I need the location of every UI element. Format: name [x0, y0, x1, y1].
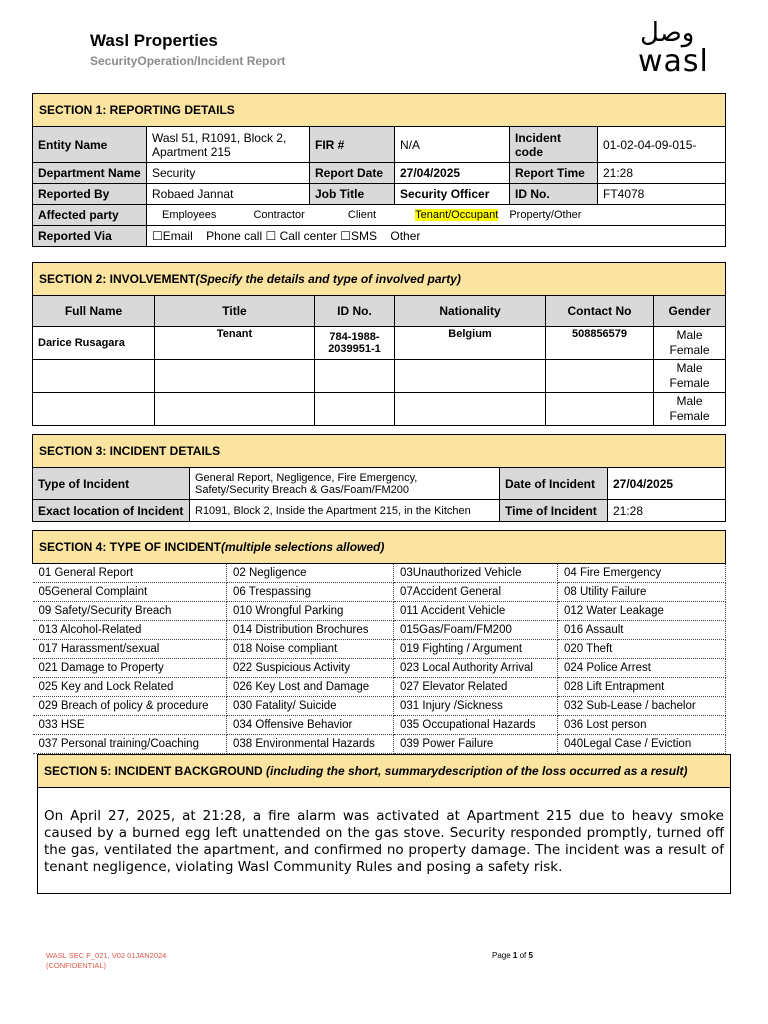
job-title-value: Security Officer [395, 184, 510, 205]
incident-type-row [33, 602, 726, 621]
section4-heading-text: SECTION 4: TYPE OF INCIDENT [39, 540, 222, 554]
report-date-label: Report Date [310, 163, 395, 184]
incident-type-option: 016 Assault [558, 621, 726, 640]
incident-type-row [33, 697, 726, 716]
option-property-other: Property/Other [509, 209, 582, 221]
section5-heading [38, 755, 731, 788]
gender-male: Male [676, 361, 703, 375]
department-label: Department Name [33, 163, 147, 184]
gender-female: Female [669, 343, 710, 357]
page-prefix: Page [492, 951, 511, 960]
section5-table [37, 754, 731, 894]
incident-type-option: 02 Negligence [227, 564, 394, 583]
incident-type-row [33, 678, 726, 697]
incident-type-option: 01 General Report [33, 564, 227, 583]
reported-by-value: Robaed Jannat [147, 184, 310, 205]
empty-cell [546, 393, 654, 426]
page-of: of [519, 951, 527, 960]
id-no-value: FT4078 [598, 184, 726, 205]
section3-heading: SECTION 3: INCIDENT DETAILS [33, 435, 726, 468]
incident-type-option: 025 Key and Lock Related [33, 678, 227, 697]
incident-type-grid [33, 564, 726, 754]
date-of-incident-label: Date of Incident [500, 468, 608, 500]
empty-cell [546, 360, 654, 393]
incident-type-option: 017 Harassment/sexual [33, 640, 227, 659]
incident-type-option: 021 Damage to Property [33, 659, 227, 678]
gender-cell [654, 360, 726, 393]
incident-type-option: 09 Safety/Security Breach [33, 602, 227, 621]
incident-type-option: 032 Sub-Lease / bachelor [558, 697, 726, 716]
gender-male: Male [676, 328, 703, 342]
incident-type-option: 040Legal Case / Eviction [558, 735, 726, 754]
incident-type-row [33, 640, 726, 659]
page-subtitle: SecurityOperation/Incident Report [90, 54, 286, 68]
incident-type-option: 030 Fatality/ Suicide [227, 697, 394, 716]
gender-cell [654, 393, 726, 426]
form-code-text: WASL SEC F_021, V02 01JAN2024 [46, 951, 167, 960]
section4-heading [33, 531, 726, 564]
section5-heading-text: SECTION 5: INCIDENT BACKGROUND [44, 764, 263, 778]
incident-code-label: Incident code [510, 127, 598, 163]
fir-value: N/A [395, 127, 510, 163]
time-of-incident-label: Time of Incident [500, 500, 608, 522]
gender-female: Female [669, 376, 710, 390]
incident-type-option: 018 Noise compliant [227, 640, 394, 659]
option-client: Client [347, 209, 377, 221]
entity-name-label: Entity Name [33, 127, 147, 163]
type-of-incident-value: General Report, Negligence, Fire Emergency, Safety/Security Breach & Gas/Foam/FM200 [190, 468, 500, 500]
incident-type-option: 029 Breach of policy & procedure [33, 697, 227, 716]
incident-type-option: 028 Lift Entrapment [558, 678, 726, 697]
empty-cell [155, 393, 315, 426]
empty-cell [33, 360, 155, 393]
table-row [33, 327, 726, 360]
incident-type-option: 024 Police Arrest [558, 659, 726, 678]
affected-party-options [147, 205, 726, 226]
incident-narrative: On April 27, 2025, at 21:28, a fire alarm was activated at Apartment 215 due to heavy smoke caused by a burned egg left unattended on the gas stove. Security responded promptly, turned off the gas, ventilated the apartment, and confirmed no property damage. The incident was a result of tenant negligence, violating Wasl Community Rules and posing a safety risk. [38, 788, 731, 894]
incident-type-option: 023 Local Authority Arrival [394, 659, 558, 678]
gender-female: Female [669, 409, 710, 423]
incident-type-option: 022 Suspicious Activity [227, 659, 394, 678]
col-id-no: ID No. [315, 296, 395, 327]
id-no-label: ID No. [510, 184, 598, 205]
section1-table [32, 93, 726, 247]
incident-type-row [33, 716, 726, 735]
option-tenant-occupant: Tenant/Occupant [415, 209, 499, 221]
incident-type-row [33, 735, 726, 754]
incident-type-option: 012 Water Leakage [558, 602, 726, 621]
gender-male: Male [676, 394, 703, 408]
logo-arabic: وصل [640, 18, 695, 48]
incident-type-option: 06 Trespassing [227, 583, 394, 602]
section2-heading-text: SECTION 2: INVOLVEMENT [39, 272, 196, 286]
section2-heading [33, 263, 726, 296]
table-row [33, 360, 726, 393]
section3-table [32, 434, 726, 522]
section2-table [32, 262, 726, 426]
type-of-incident-label: Type of Incident [33, 468, 190, 500]
empty-cell [315, 360, 395, 393]
incident-type-option: 038 Environmental Hazards [227, 735, 394, 754]
incident-type-option: 037 Personal training/Coaching [33, 735, 227, 754]
incident-type-option: 035 Occupational Hazards [394, 716, 558, 735]
incident-type-option: 031 Injury /Sickness [394, 697, 558, 716]
section5-heading-note: (including the short, summarydescription of the loss occurred as a result) [266, 764, 688, 778]
incident-type-option: 015Gas/Foam/FM200 [394, 621, 558, 640]
col-contact-no: Contact No [546, 296, 654, 327]
incident-type-option: 07Accident General [394, 583, 558, 602]
empty-cell [155, 360, 315, 393]
incident-type-option: 026 Key Lost and Damage [227, 678, 394, 697]
person-title: Tenant [155, 327, 315, 360]
logo-latin: wasl [638, 44, 709, 79]
col-gender: Gender [654, 296, 726, 327]
incident-type-option: 010 Wrongful Parking [227, 602, 394, 621]
incident-type-option: 08 Utility Failure [558, 583, 726, 602]
incident-type-row [33, 621, 726, 640]
time-of-incident-value: 21:28 [608, 500, 726, 522]
person-id-no: 784-1988-2039951-1 [315, 327, 395, 360]
empty-cell [395, 393, 546, 426]
person-nationality: Belgium [395, 327, 546, 360]
incident-type-option: 013 Alcohol-Related [33, 621, 227, 640]
page-total: 5 [528, 951, 533, 960]
form-code [46, 951, 166, 971]
person-contact: 508856579 [546, 327, 654, 360]
section2-heading-note: (Specify the details and type of involved party) [195, 272, 461, 286]
reported-via-label: Reported Via [33, 226, 147, 247]
page-title: Wasl Properties [90, 31, 218, 50]
section1-heading: SECTION 1: REPORTING DETAILS [33, 94, 726, 127]
reported-via-options: ☐Email Phone call ☐ Call center ☐SMS Other [147, 226, 726, 247]
empty-cell [33, 393, 155, 426]
incident-type-option: 034 Offensive Behavior [227, 716, 394, 735]
report-time-label: Report Time [510, 163, 598, 184]
incident-type-option: 033 HSE [33, 716, 227, 735]
date-of-incident-value: 27/04/2025 [608, 468, 726, 500]
col-nationality: Nationality [395, 296, 546, 327]
incident-type-option: 04 Fire Emergency [558, 564, 726, 583]
incident-type-option: 027 Elevator Related [394, 678, 558, 697]
incident-type-row [33, 659, 726, 678]
incident-type-option: 036 Lost person [558, 716, 726, 735]
section4-table [32, 530, 726, 754]
incident-type-option: 020 Theft [558, 640, 726, 659]
option-employees: Employees [162, 209, 217, 221]
incident-type-row [33, 583, 726, 602]
page-current: 1 [512, 951, 518, 960]
person-gender [654, 327, 726, 360]
col-full-name: Full Name [33, 296, 155, 327]
affected-party-label: Affected party [33, 205, 147, 226]
wasl-logo [636, 18, 716, 78]
job-title-label: Job Title [310, 184, 395, 205]
location-value: R1091, Block 2, Inside the Apartment 215, in the Kitchen [190, 500, 500, 522]
section4-heading-note: (multiple selections allowed) [221, 540, 385, 554]
location-label: Exact location of Incident [33, 500, 190, 522]
department-value: Security [147, 163, 310, 184]
confidential-label: (CONFIDENTIAL) [46, 961, 106, 970]
incident-type-row [33, 564, 726, 583]
empty-cell [395, 360, 546, 393]
person-full-name: Darice Rusagara [33, 327, 155, 360]
incident-type-option: 014 Distribution Brochures [227, 621, 394, 640]
incident-type-option: 011 Accident Vehicle [394, 602, 558, 621]
page-number [492, 951, 533, 960]
incident-type-option: 039 Power Failure [394, 735, 558, 754]
table-row [33, 393, 726, 426]
option-contractor: Contractor [253, 209, 305, 221]
incident-type-option: 03Unauthorized Vehicle [394, 564, 558, 583]
report-date-value: 27/04/2025 [395, 163, 510, 184]
report-time-value: 21:28 [598, 163, 726, 184]
fir-label: FIR # [310, 127, 395, 163]
empty-cell [315, 393, 395, 426]
incident-code-value: 01-02-04-09-015- [598, 127, 726, 163]
incident-type-option: 05General Complaint [33, 583, 227, 602]
col-title: Title [155, 296, 315, 327]
reported-by-label: Reported By [33, 184, 147, 205]
incident-type-option: 019 Fighting / Argument [394, 640, 558, 659]
entity-name-value: Wasl 51, R1091, Block 2, Apartment 215 [147, 127, 310, 163]
